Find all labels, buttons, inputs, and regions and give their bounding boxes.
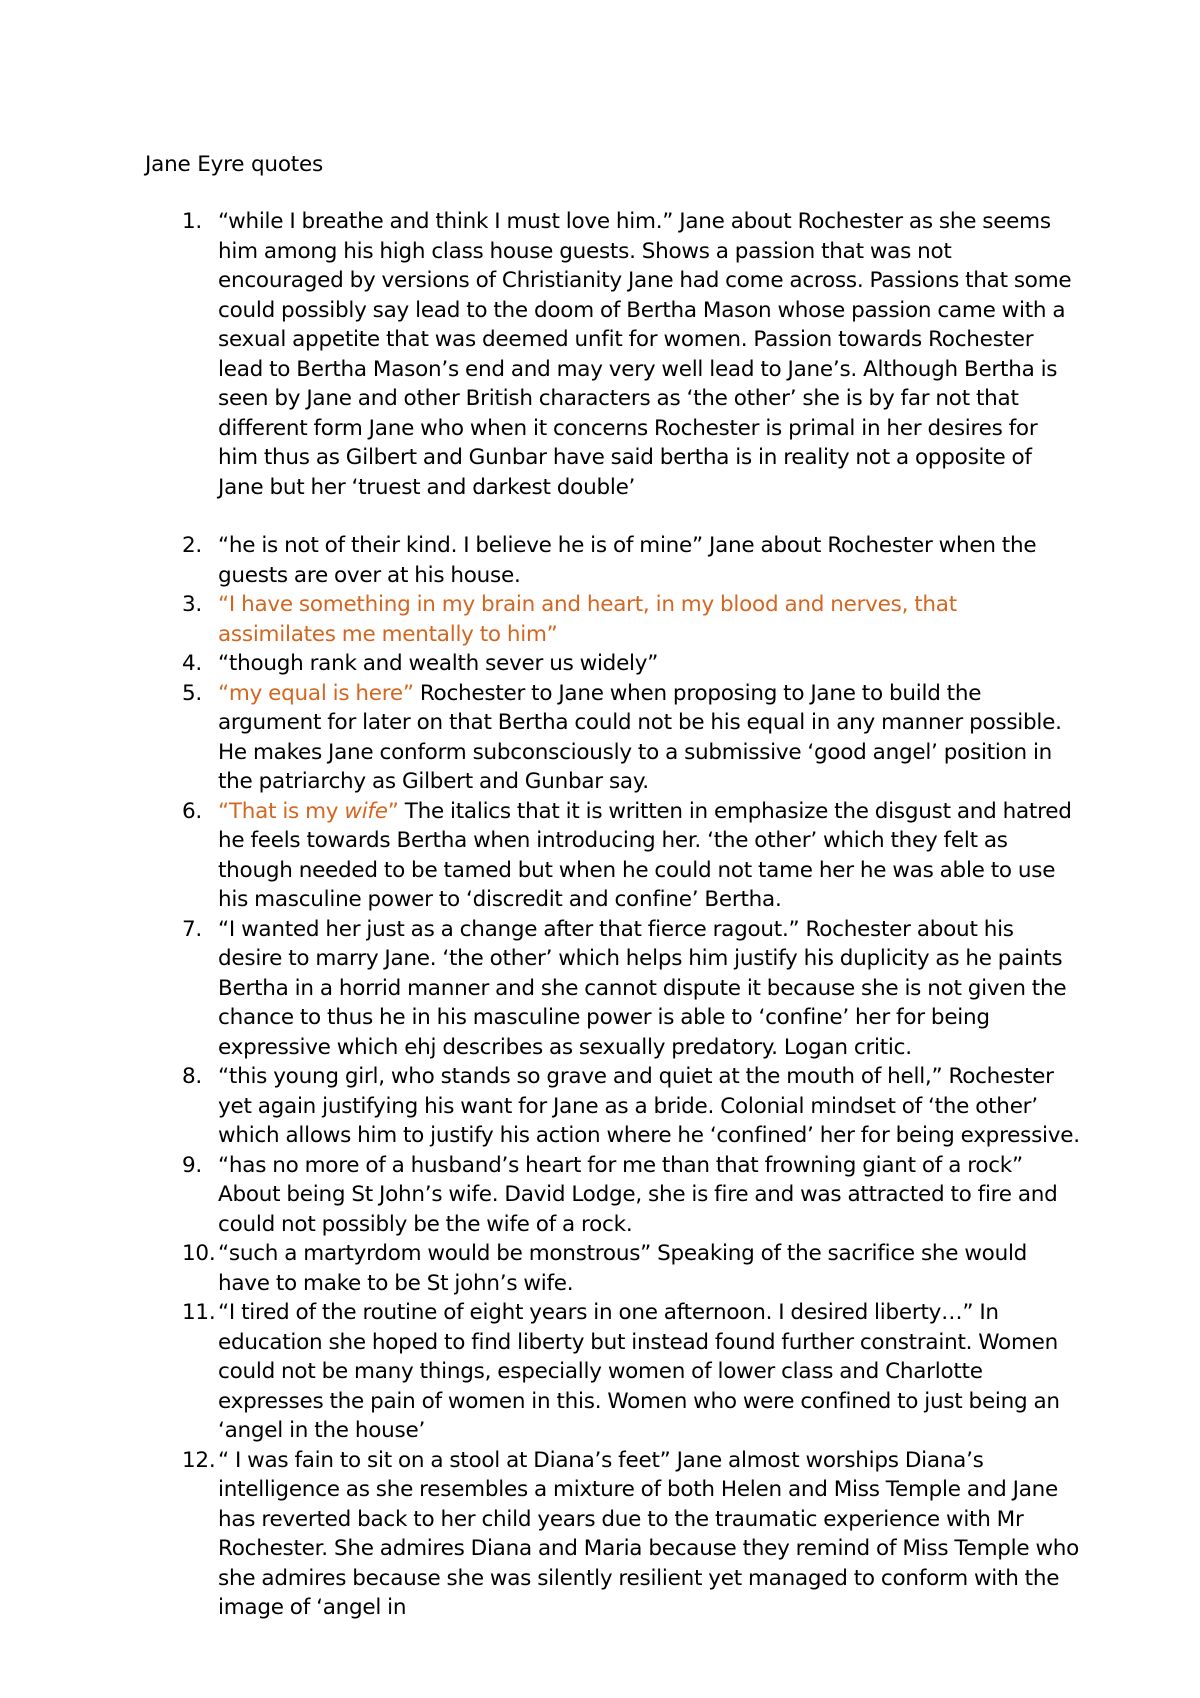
quote-text: “this young girl, who stands so grave and quiet at the mouth of hell,” Rochester yet again justifying his want for Jane as a bride. Colonial mindset of ‘the other’ which allows him to justify his action where he ‘confined’ her for being expressive.: [218, 1064, 1080, 1148]
list-item: [182, 679, 1080, 797]
list-number: 3.: [182, 592, 203, 617]
quote-text: “has no more of a husband’s heart for me than that frowning giant of a rock” About being St John’s wife. David Lodge, she is fire and was attracted to fire and could not possibly be the wife of a rock.: [218, 1152, 1058, 1237]
quote-text: Rochester to Jane when proposing to Jane to build the argument for later on that Bertha could not be his equal in any manner possible. He makes Jane conform subconsciously to a submissive ‘good angel’ position in the patriarchy as Gilbert and Gunbar say.: [218, 680, 1062, 794]
list-number: 8.: [182, 1064, 203, 1089]
list-item: [182, 590, 1080, 649]
highlighted-quote-end: ”: [387, 798, 399, 824]
quote-text: “he is not of their kind. I believe he is of mine” Jane about Rochester when the guests are over at his house.: [218, 533, 1037, 588]
list-number: 9.: [182, 1152, 203, 1178]
list-number: 7.: [182, 916, 203, 942]
list-number: 1.: [182, 209, 203, 234]
highlighted-quote: “That is my: [218, 798, 345, 824]
quote-text: “while I breathe and think I must love him.” Jane about Rochester as she seems him among his high class house guests. Shows a passion that was not encouraged by versions of Christianity Jane had come across. Passions that some could possibly say lead to the doom of Bertha Mason whose passion came with a sexual appetite that was deemed unfit for women. Passion towards Rochester lead to Bertha Mason’s end and may very well lead to Jane’s. Although Bertha is seen by Jane and other British characters as ‘the other’ she is by far not that different form Jane who when it concerns Rochester is primal in her desires for him thus as Gilbert and Gunbar have said bertha is in reality not a opposite of Jane but her ‘truest and darkest double’: [218, 209, 1072, 500]
highlighted-quote: “I have something in my brain and heart, in my blood and nerves, that assimilates me mentally to him”: [218, 592, 957, 647]
highlighted-quote: “my equal is here”: [218, 680, 414, 706]
quote-text: “ I was fain to sit on a stool at Diana’s feet” Jane almost worships Diana’s intelligence as she resembles a mixture of both Helen and Miss Temple and Jane has reverted back to her child years due to the traumatic experience with Mr Rochester. She admires Diana and Maria because they remind of Miss Temple who she admires because she was silently resilient yet managed to conform with the image of ‘angel in: [218, 1447, 1080, 1620]
quote-text: “I wanted her just as a change after that fierce ragout.” Rochester about his desire to marry Jane. ‘the other’ which helps him justify his duplicity as he paints Bertha in a horrid manner and she cannot dispute it because she is not given the chance to thus he in his masculine power is able to ‘confine’ her for being expressive which ehj describes as sexually predatory. Logan critic.: [218, 916, 1067, 1060]
list-item: [182, 797, 1080, 915]
list-item: [182, 649, 1080, 679]
list-number: 12.: [182, 1447, 216, 1473]
quote-text: “though rank and wealth sever us widely”: [218, 651, 659, 676]
list-number: 2.: [182, 533, 203, 558]
list-number: 11.: [182, 1300, 216, 1325]
list-item: [182, 915, 1080, 1063]
list-item: [182, 1151, 1080, 1240]
list-item: [182, 1298, 1080, 1446]
quote-text: “I tired of the routine of eight years in one afternoon. I desired liberty…” In education she hoped to find liberty but instead found further constraint. Women could not be many things, especially women of lower class and Charlotte expresses the pain of women in this. Women who were confined to just being an ‘angel in the house’: [218, 1300, 1060, 1443]
quote-list: [182, 207, 1080, 1623]
list-number: 6.: [182, 798, 203, 824]
list-item: [182, 1062, 1080, 1151]
quote-text: The italics that it is written in emphasize the disgust and hatred he feels towards Bertha when introducing her. ‘the other’ which they felt as though needed to be tamed but when he could not tame her he was able to use his masculine power to ‘discredit and confine’ Bertha.: [218, 798, 1072, 912]
document-title: Jane Eyre quotes: [145, 152, 324, 177]
highlighted-quote-italic: wife: [344, 798, 388, 824]
list-item: [182, 1446, 1080, 1623]
list-item: [182, 1239, 1080, 1298]
quote-text: “such a martyrdom would be monstrous” Speaking of the sacrifice she would have to make to be St john’s wife.: [218, 1241, 1028, 1296]
list-number: 10.: [182, 1241, 216, 1266]
list-number: 5.: [182, 680, 203, 706]
list-item: [182, 207, 1080, 502]
list-number: 4.: [182, 651, 203, 676]
list-item: [182, 531, 1080, 590]
